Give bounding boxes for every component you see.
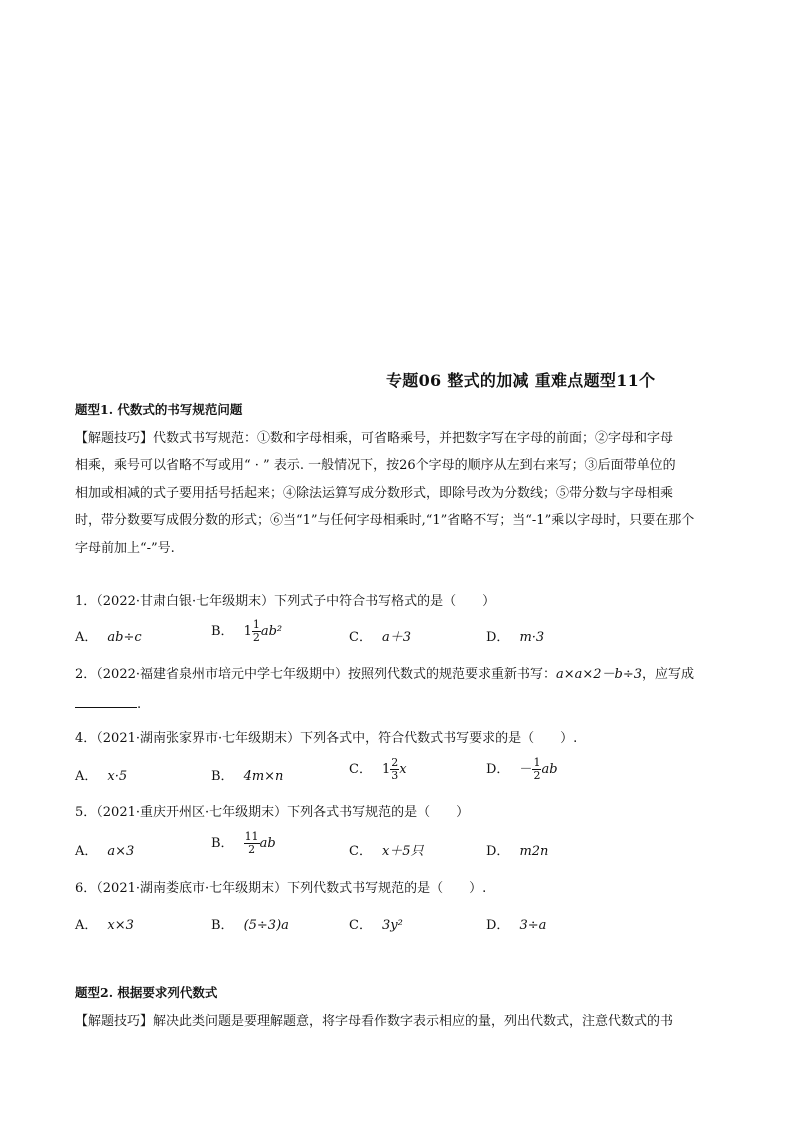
option-label: D． [486,762,510,777]
option-label: C． [349,844,372,859]
stem-text: 2．（2022·福建省泉州市培元中学七年级期中）按照列代数式的规范要求重新书写： [75,667,556,682]
option-label: B． [211,836,234,851]
q5-option-a [75,840,134,859]
q6-option-d [486,914,546,933]
stem-end: ，应写成 [642,667,695,682]
section1-tip [75,425,694,562]
option-text: a×3 [107,844,135,859]
q4-option-b [211,765,283,784]
q1-option-b [211,619,282,644]
option-label: C． [349,630,372,645]
option-text: 3÷a [519,918,547,933]
tip-line: 时，带分数要写成假分数的形式；⑥当“1”与任何字母相乘时,“1”省略不写；当“-1”乘以字母时，只要在那个 [75,513,695,529]
option-label: B． [211,624,234,639]
tip-line: 相加或相减的式子要用括号括起来；④除法运算写成分数形式，即除号改为分数线；⑤带分数与字母相乘 [75,485,674,501]
option-label: C． [349,918,372,933]
q1-option-a [75,626,142,645]
option-text: m2n [519,844,549,859]
q4-option-d [486,757,558,782]
option-text: (5÷3)a [243,918,289,933]
tip-line: 相乘，乘号可以省略不写或用“ · ” 表示. 一般情况下，按26个字母的顺序从左到右来写；③后面带单位的 [75,458,676,474]
option-label: D． [486,844,510,859]
option-text: x＋5只 [381,844,424,859]
question-6-stem: 6．（2021·湖南娄底市·七年级期末）下列代数式书写规范的是（ ）. [75,881,487,896]
fraction: $\frac{1}{2}$ [252,618,260,644]
option-label: B． [211,918,234,933]
answer-blank [75,695,137,708]
option-label: A． [75,769,98,784]
q5-option-d [486,840,548,859]
option-text: x·5 [107,769,128,784]
question-1-stem: 1．（2022·甘肃白银·七年级期末）下列式子中符合书写格式的是（ ） [75,594,496,609]
document-title: 专题06 整式的加减 重难点题型11个 [386,371,656,390]
tip-line: 字母前加上“-”号. [75,540,175,556]
option-text: ab [259,836,276,851]
question-5-stem: 5．（2021·重庆开州区·七年级期末）下列各式书写规范的是（ ） [75,805,470,820]
option-text: x×3 [107,918,134,933]
blank-tail: . [137,697,142,712]
option-text: 3y² [381,918,403,933]
q6-option-a [75,914,134,933]
section1-heading: 题型1. 代数式的书写规范问题 [75,402,243,417]
option-label: D． [486,630,510,645]
option-text: x [399,762,407,777]
section2-heading: 题型2. 根据要求列代数式 [75,985,218,1000]
q4-option-a [75,765,127,784]
option-label: D． [486,918,510,933]
q4-option-c [349,757,407,782]
q5-option-c [349,840,424,859]
option-text: ab² [260,624,283,639]
minus-sign: － [519,762,533,777]
option-text: 4m×n [243,769,284,784]
option-label: A． [75,630,98,645]
fraction: $\frac{11}{2}$ [244,830,259,856]
q6-option-b [211,914,289,933]
fraction: $\frac{1}{2}$ [533,756,541,782]
q5-option-b [211,831,276,856]
question-2-stem [75,663,694,682]
q1-option-d [486,626,544,645]
section2-tip: 【解题技巧】解决此类问题是要理解题意，将字母看作数字表示相应的量，列出代数式，注意代数式的书 [75,1014,674,1029]
expression: a×a×2－b÷3 [556,667,643,682]
mixed-whole: 1 [381,762,391,777]
option-label: C． [349,762,372,777]
option-text: a＋3 [381,630,411,645]
option-text: ab÷c [107,630,142,645]
fraction: $\frac{2}{3}$ [391,756,399,782]
option-text: ab [541,762,558,777]
option-label: B． [211,769,234,784]
mixed-whole: 1 [243,624,252,639]
option-text: m·3 [519,630,545,645]
q6-option-c [349,914,403,933]
q2-answer-blank [75,695,141,712]
option-label: A． [75,918,98,933]
option-label: A． [75,844,98,859]
question-4-stem: 4．（2021·湖南张家界市·七年级期末）下列各式中，符合代数式书写要求的是（ ）. [75,731,578,746]
q1-option-c [349,626,411,645]
tip-line: 【解题技巧】代数式书写规范：①数和字母相乘，可省略乘号，并把数字写在字母的前面；②字母和字母 [75,431,674,446]
